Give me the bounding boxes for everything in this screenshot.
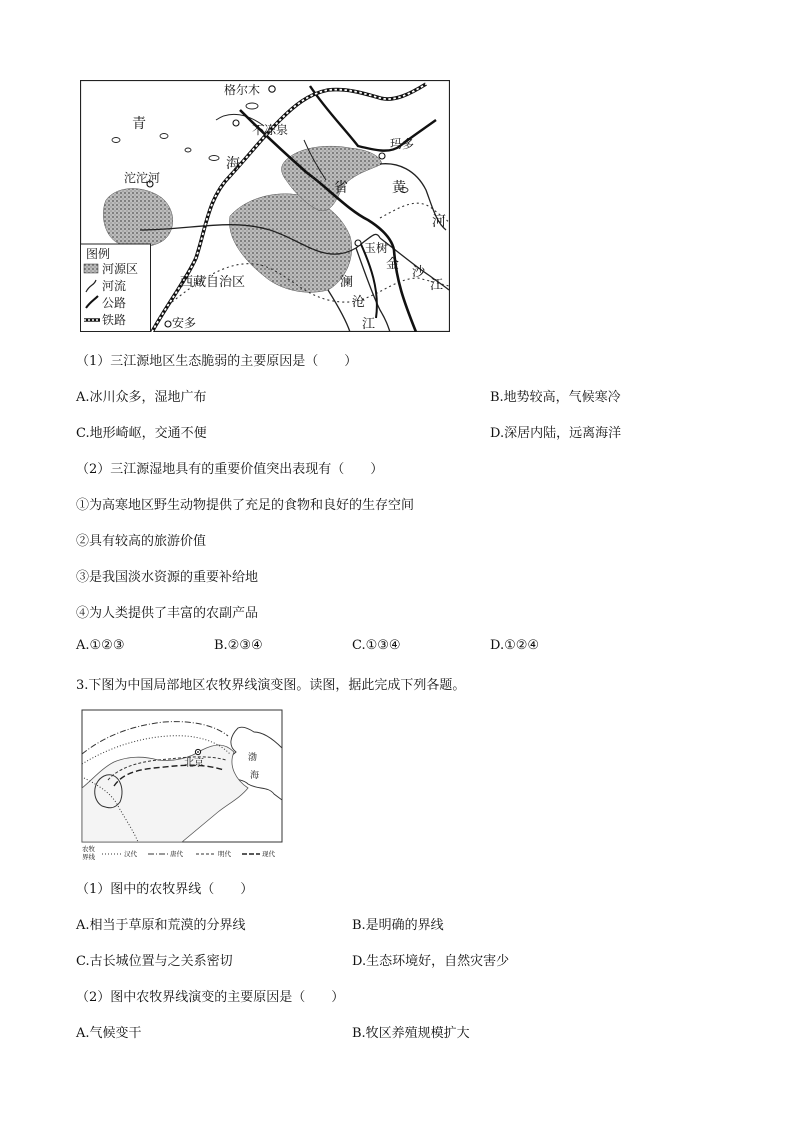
map-label-budongquan: 不冻泉 [252,123,289,137]
map-label-huang: 黄 [392,180,406,196]
map-label-hai: 海 [226,156,240,172]
map-label-hai: 海 [250,771,260,781]
question-2-statement-4: ④为人类提供了丰富的农副产品 [76,606,259,621]
town-marker-budongquan [233,120,239,126]
legend-label-han: 汉代 [124,850,137,858]
legend-label-river: 河流 [102,279,127,293]
farming-pastoral-boundary-map [78,708,284,864]
map-label-beijing: 北京 [184,758,204,769]
question-2-option-a[interactable]: A.①②③ [76,638,125,653]
question-3-intro: 3.下图为中国局部地区农牧界线演变图。读图，据此完成下列各题。 [76,678,466,693]
question-2-statement-3: ③是我国淡水资源的重要补给地 [76,570,259,585]
question-1-stem: （1）三江源地区生态脆弱的主要原因是（ ） [76,354,358,369]
legend-label-modern: 现代 [262,850,275,858]
map-legend [81,244,151,332]
question-3-2-option-b[interactable]: B.牧区养殖规模扩大 [352,1026,470,1041]
question-3-1-stem: （1）图中的农牧界线（ ） [76,882,254,897]
sanjiangyuan-map [80,80,450,332]
question-2-stem: （2）三江源湿地具有的重要价值突出表现有（ ） [76,462,384,477]
map-label-cang: 沧 [352,295,366,310]
map-label-qing: 青 [132,116,146,132]
town-marker-yushu [355,240,361,246]
question-3-2-stem: （2）图中农牧界线演变的主要原因是（ ） [76,990,345,1005]
legend-title-line1: 农牧 [82,845,95,853]
town-marker-anduo [165,321,171,327]
question-3-1-option-b[interactable]: B.是明确的界线 [352,918,444,933]
town-marker-maduo [379,153,385,159]
map-label-bo: 渤 [248,753,258,763]
question-3-1-option-c[interactable]: C.古长城位置与之关系密切 [76,954,233,969]
question-1-option-a[interactable]: A.冰川众多，湿地广布 [76,390,207,405]
question-3-1-option-d[interactable]: D.生态环境好，自然灾害少 [352,954,510,969]
question-2-option-c[interactable]: C.①③④ [352,638,401,653]
legend-label-railway: 铁路 [102,313,127,327]
map-label-sha: 沙 [412,265,426,280]
legend-title-line2: 界线 [82,853,95,861]
legend-label-road: 公路 [102,296,127,310]
question-2-option-b[interactable]: B.②③④ [214,638,263,653]
map-label-jiang2: 江 [362,317,376,332]
map-label-golmud: 格尔木 [224,83,261,97]
map-label-yushu: 玉树 [364,241,389,255]
map-label-jiang1: 江 [430,278,444,293]
legend-label-ming: 明代 [218,850,231,858]
map-label-sheng: 省 [334,180,348,196]
question-1-option-b[interactable]: B.地势较高，气候寒冷 [490,390,621,405]
map-label-anduo: 安多 [172,316,197,330]
question-3-1-option-a[interactable]: A.相当于草原和荒漠的分界线 [76,918,246,933]
beijing-marker-dot [197,751,199,753]
map-label-he: 河 [432,214,446,230]
map-label-jin: 金 [386,257,400,272]
question-2-statement-1: ①为高寒地区野生动物提供了充足的食物和良好的生存空间 [76,498,415,513]
legend-label-source-area: 河源区 [102,262,139,276]
map-label-lan: 澜 [340,275,354,290]
question-1-option-d[interactable]: D.深居内陆，远离海洋 [490,426,622,441]
map-label-tibet: 西藏自治区 [180,275,246,290]
question-2-statement-2: ②具有较高的旅游价值 [76,534,207,549]
question-1-option-c[interactable]: C.地形崎岖，交通不便 [76,426,207,441]
map-label-maduo: 玛多 [390,137,415,151]
legend-label-tang: 唐代 [170,850,183,858]
map-label-tuotuohe: 沱沱河 [124,171,161,185]
legend-swatch-source-area [84,264,98,273]
question-3-2-option-a[interactable]: A.气候变干 [76,1026,142,1041]
legend-title: 图例 [86,247,111,261]
town-marker-golmud [269,86,275,92]
question-2-option-d[interactable]: D.①②④ [490,638,540,653]
